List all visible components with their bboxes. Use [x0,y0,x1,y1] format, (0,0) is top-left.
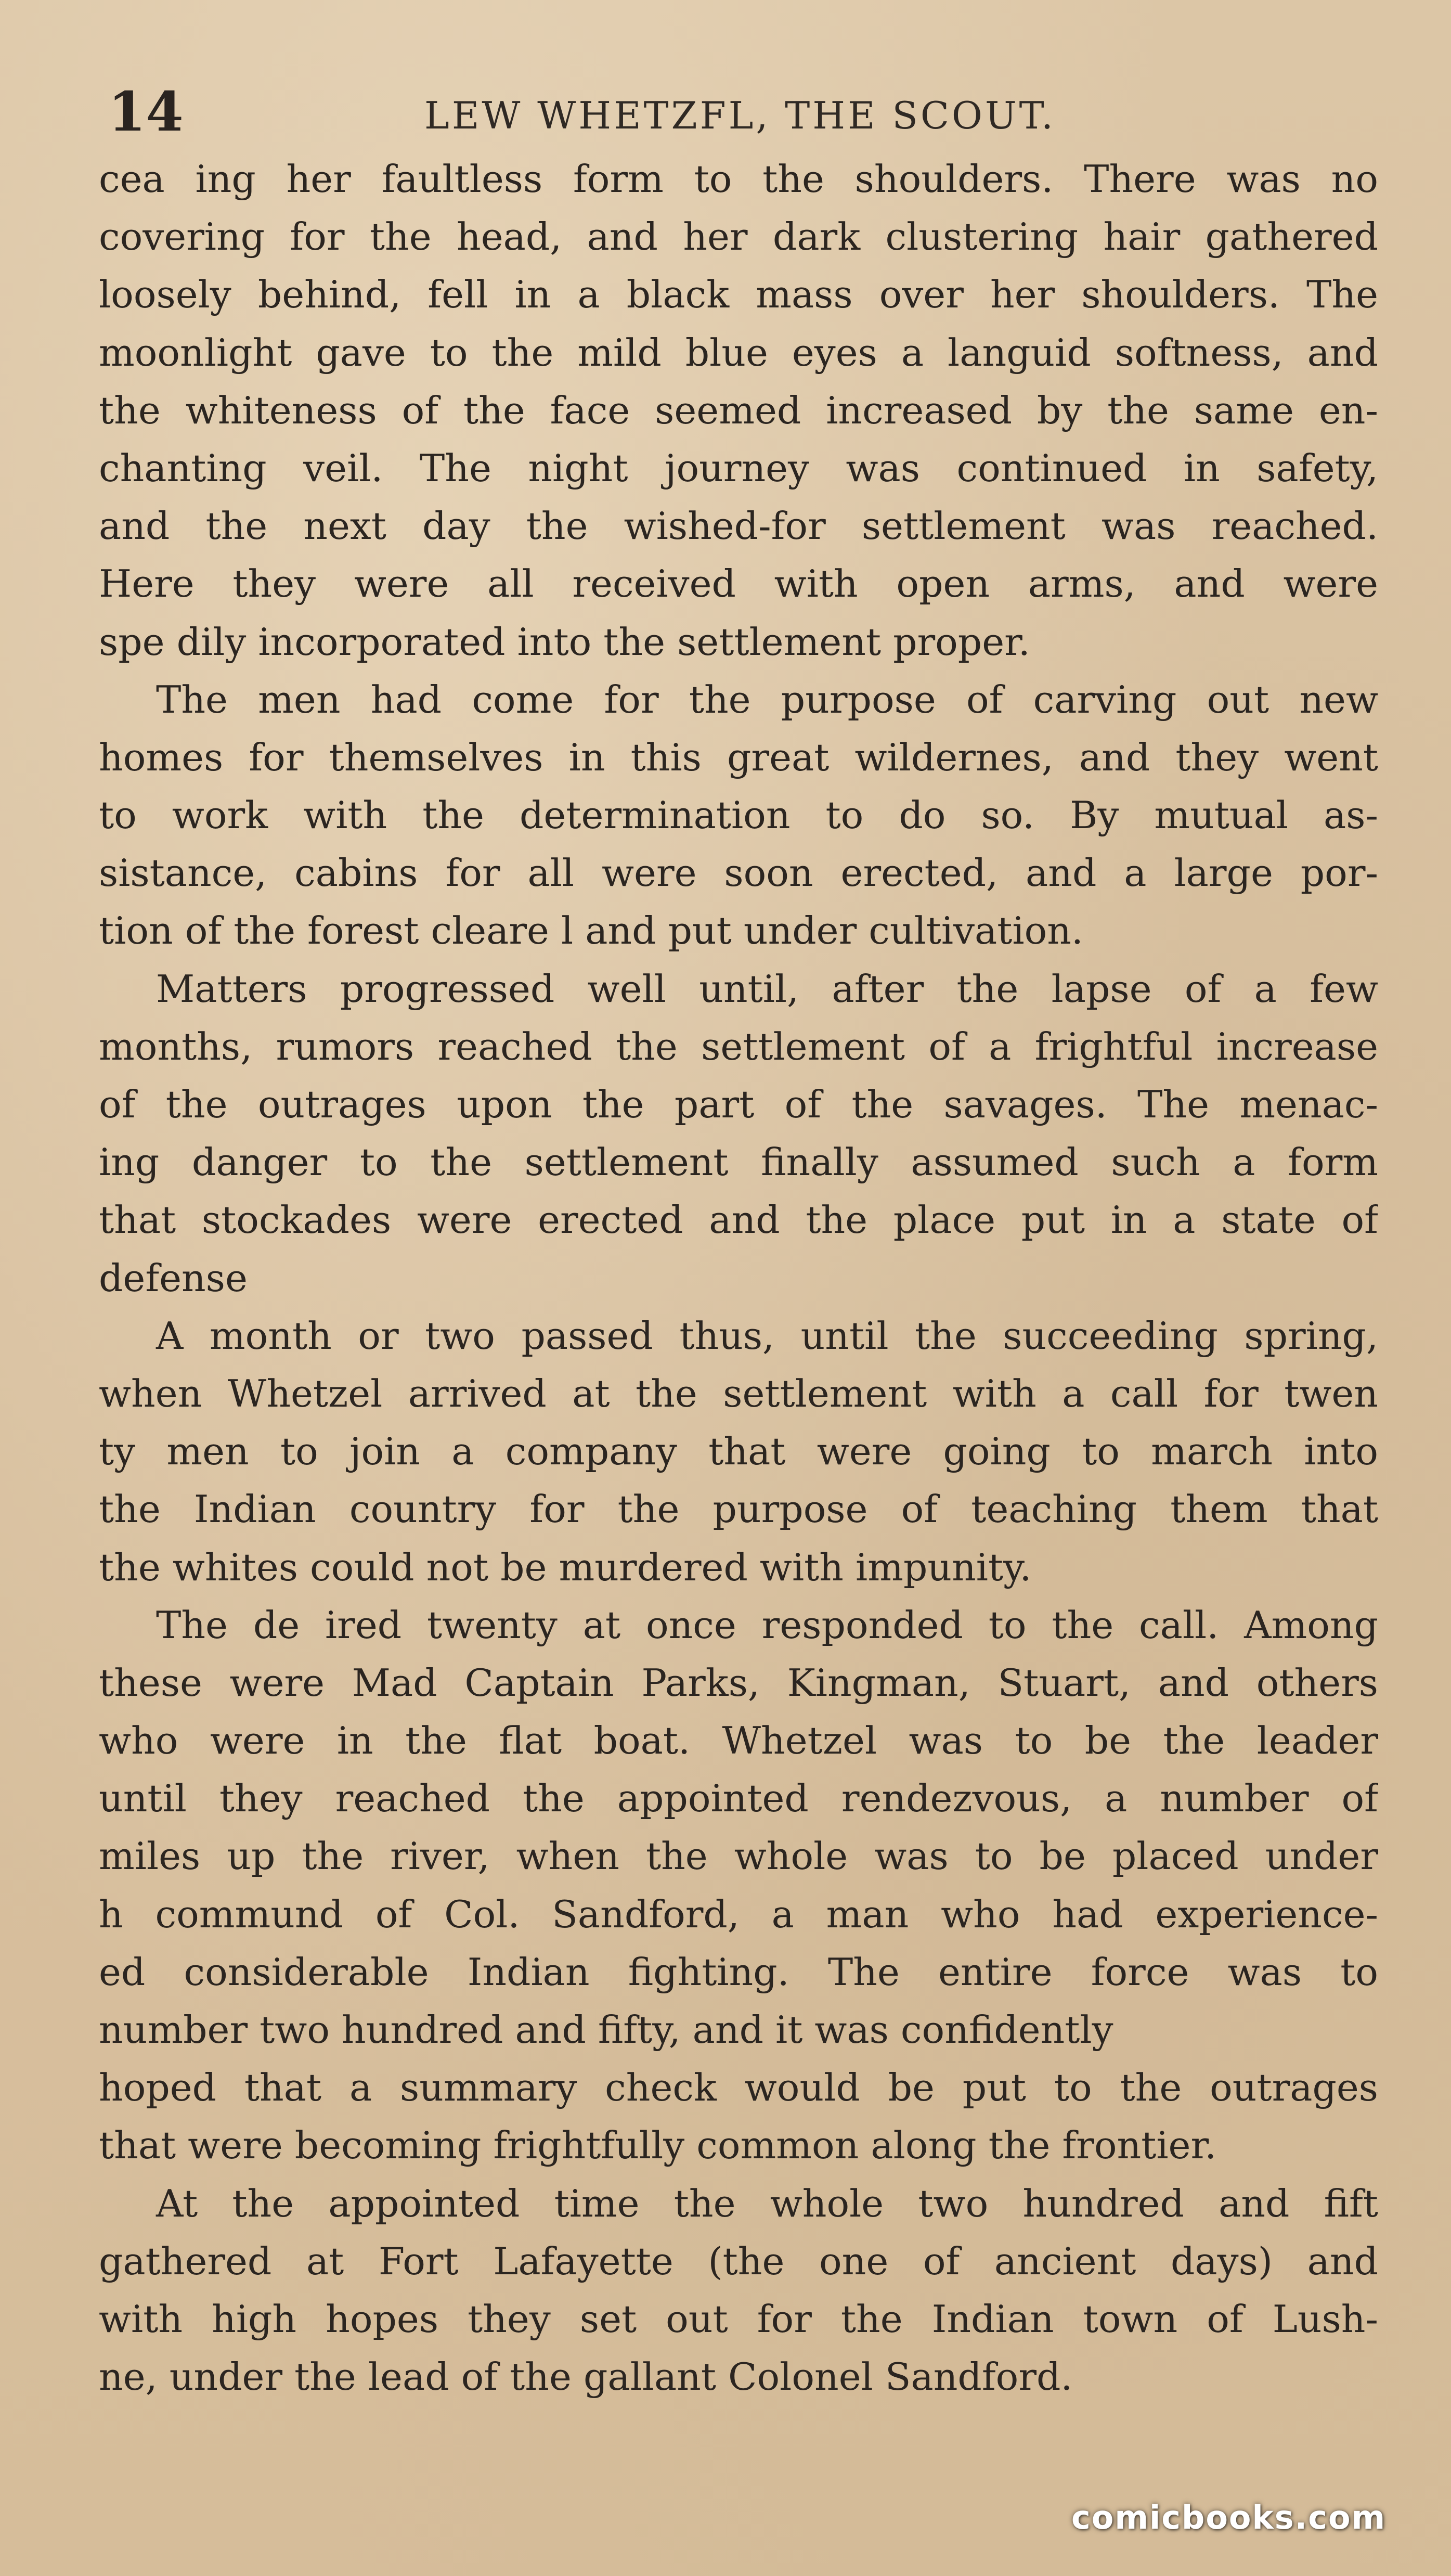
text-line: covering for the head, and her dark clustering hair gathered [99,215,1378,260]
text-line: At the appointed time the whole two hundred and fift [156,2182,1378,2226]
text-line: with high hopes they set out for the Indian town of Lush- [99,2297,1378,2341]
paragraph [99,1308,1378,1597]
text-line: sistance, cabins for all were soon erected, and a large por- [99,852,1378,896]
text-line: homes for themselves in this great wildernes, and they went [99,736,1378,780]
text-line: chanting veil. The night journey was continued in safety, [99,446,1378,491]
text-line: Matters progressed well until, after the lapse of a few [156,967,1378,1011]
text-line: and the next day the wished-for settlement was reached. [99,505,1378,549]
text-line: number two hundred and fifty, and it was confidently [99,2008,1113,2052]
text-line: moonlight gave to the mild blue eyes a languid softness, and [99,331,1378,375]
text-line: months, rumors reached the settlement of a frightful increase [99,1025,1378,1069]
text-line: these were Mad Captain Parks, Kingman, Stuart, and others [99,1661,1378,1705]
text-line: that were becoming frightfully common along the frontier. [99,2124,1217,2168]
text-line: gathered at Fort Lafayette (the one of ancient days) and [99,2239,1378,2284]
text-line: ed considerable Indian fighting. The entire force was to [99,1950,1378,1994]
text-line: the whites could not be murdered with impunity. [99,1545,1032,1590]
paragraph [99,151,1378,672]
text-line: ing danger to the settlement finally assumed such a form [99,1141,1378,1185]
running-head: LEW WHETZFL, THE SCOUT. [424,94,1056,137]
paragraph [99,672,1378,961]
text-line: A month or two passed thus, until the succeeding spring, [156,1314,1378,1358]
watermark: comicbooks.com [1071,2498,1387,2536]
text-line: the Indian country for the purpose of teaching them that [99,1488,1378,1532]
text-line: ty men to join a company that were going to march into [99,1430,1378,1474]
page-number: 14 [108,80,184,144]
text-line: miles up the river, when the whole was to be placed under [99,1835,1378,1879]
paragraph [99,1597,1378,2175]
page-header [108,78,1372,146]
paragraph [99,961,1378,1308]
text-line: ne, under the lead of the gallant Colonel Sandford. [99,2355,1073,2400]
text-line: The men had come for the purpose of carving out new [156,678,1378,722]
text-line: to work with the determination to do so. By mutual as- [99,794,1378,838]
text-line: spe dily incorporated into the settlement proper. [99,620,1030,664]
text-line: who were in the flat boat. Whetzel was to be the leader [99,1719,1378,1763]
text-line: when Whetzel arrived at the settlement with a call for twen [99,1372,1378,1416]
paragraph [99,2175,1378,2407]
text-line: cea ing her faultless form to the shoulders. There was no [99,158,1378,201]
text-line: tion of the forest cleare l and put under cultivation. [99,909,1083,954]
text-line: defense [99,1256,248,1300]
text-line: h commund of Col. Sandford, a man who had experience- [99,1892,1378,1937]
text-line: loosely behind, fell in a black mass over her shoulders. The [99,273,1378,317]
body-text [99,151,1378,2406]
text-line: The de ired twenty at once responded to the call. Among [156,1603,1378,1647]
text-line: that stockades were erected and the place put in a state of [99,1199,1378,1243]
text-line: until they reached the appointed rendezvous, a number of [99,1777,1378,1821]
text-line: Here they were all received with open arms, and were [99,562,1378,607]
text-line: of the outrages upon the part of the savages. The menac- [99,1083,1378,1127]
text-line: the whiteness of the face seemed increased by the same en- [99,389,1378,433]
text-line: hoped that a summary check would be put to the outrages [99,2066,1378,2110]
